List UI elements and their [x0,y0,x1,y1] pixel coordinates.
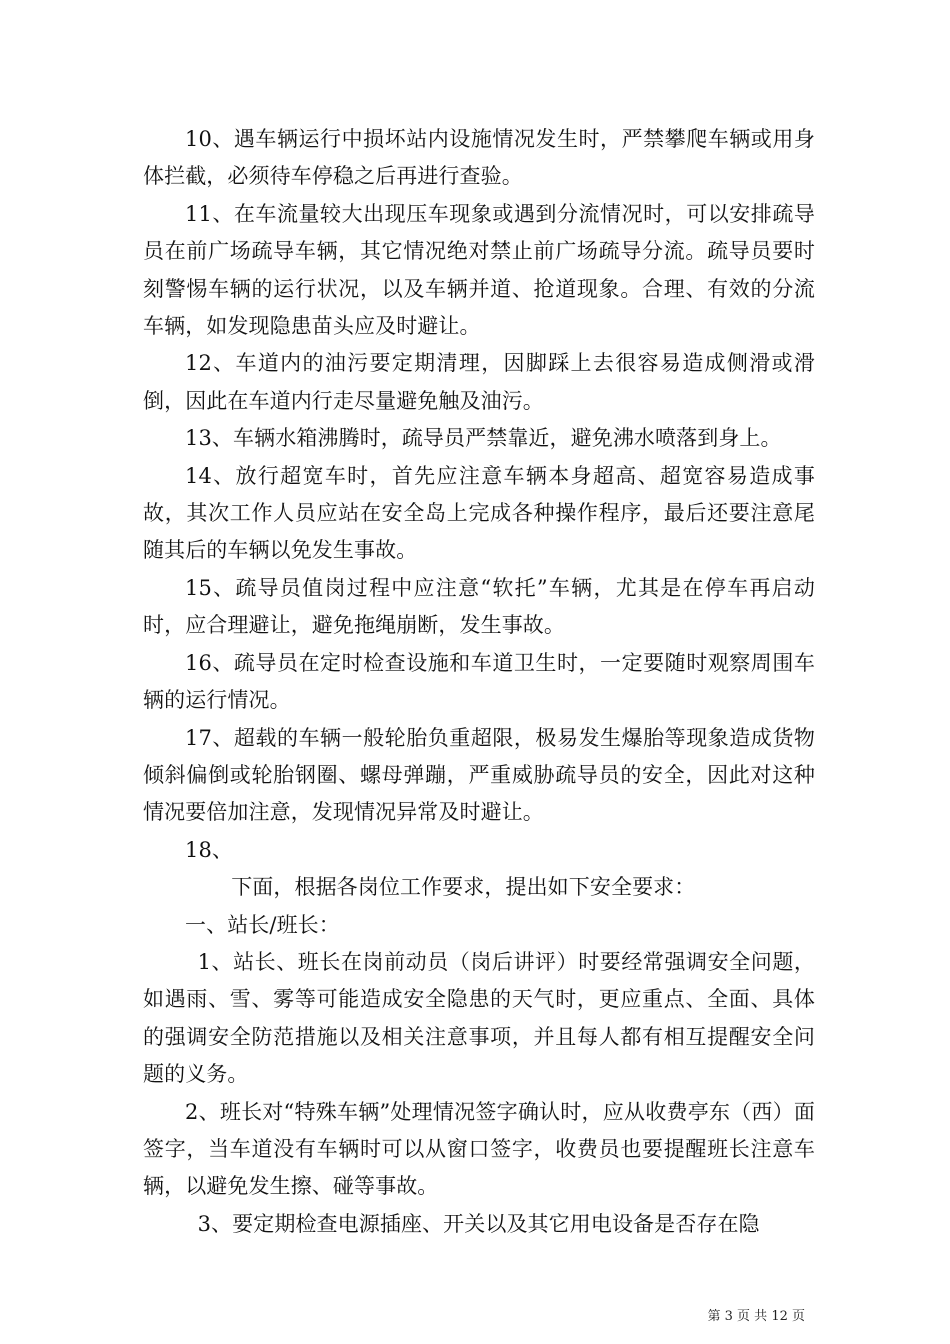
paragraph-item-17: 17、超载的车辆一般轮胎负重超限，极易发生爆胎等现象造成货物倾斜偏倒或轮胎钢圈、螺母弹蹦，严重威胁疏导员的安全，因此对这种情况要倍加注意，发现情况异常及时避让。 [143,725,815,825]
paragraph-item-16: 16、疏导员在定时检查设施和车道卫生时，一定要随时观察周围车辆的运行情况。 [143,650,815,713]
document-body [143,121,815,1243]
paragraph-item-10: 10、遇车辆运行中损坏站内设施情况发生时，严禁攀爬车辆或用身体拦截，必须待车停稳之后再进行查验。 [143,127,815,189]
section-intro: 下面，根据各岗位工作要求，提出如下安全要求： [231,875,696,900]
paragraph-item-15: 15、疏导员值岗过程中应注意“软托”车辆，尤其是在停车再启动时，应合理避让，避免拖绳崩断，发生事故。 [143,575,815,638]
section-heading-station-chief: 一、站长/班长： [185,912,340,937]
page-number: 第 3 页 共 12 页 [707,1309,805,1324]
paragraph-item-12: 12、车道内的油污要定期清理，因脚踩上去很容易造成侧滑或滑倒，因此在车道内行走尽量避免触及油污。 [143,351,815,413]
paragraph-item-chief-1: 1、站长、班长在岗前动员（岗后讲评）时要经常强调安全问题，如遇雨、雪、雾等可能造成安全隐患的天气时，更应重点、全面、具体的强调安全防范措施以及相关注意事项，并且每人都有相互提醒安全问题的义务。 [143,949,815,1087]
paragraph-item-11: 11、在车流量较大出现压车现象或遇到分流情况时，可以安排疏导员在前广场疏导车辆，其它情况绝对禁止前广场疏导分流。疏导员要时刻警惕车辆的运行状况，以及车辆并道、抢道现象。合理、有效的分流车辆，如发现隐患苗头应及时避让。 [143,201,815,339]
paragraph-item-chief-2: 2、班长对“特殊车辆”处理情况签字确认时，应从收费亭东（西）面签字，当车道没有车辆时可以从窗口签字，收费员也要提醒班长注意车辆，以避免发生擦、碰等事故。 [143,1099,815,1199]
paragraph-item-chief-3: 3、要定期检查电源插座、开关以及其它用电设备是否存在隐 [197,1211,760,1236]
paragraph-item-13: 13、车辆水箱沸腾时，疏导员严禁靠近，避免沸水喷落到身上。 [185,426,782,451]
paragraph-item-18: 18、 [185,837,234,862]
paragraph-item-14: 14、放行超宽车时，首先应注意车辆本身超高、超宽容易造成事故，其次工作人员应站在安全岛上完成各种操作程序，最后还要注意尾随其后的车辆以免发生事故。 [143,463,815,563]
